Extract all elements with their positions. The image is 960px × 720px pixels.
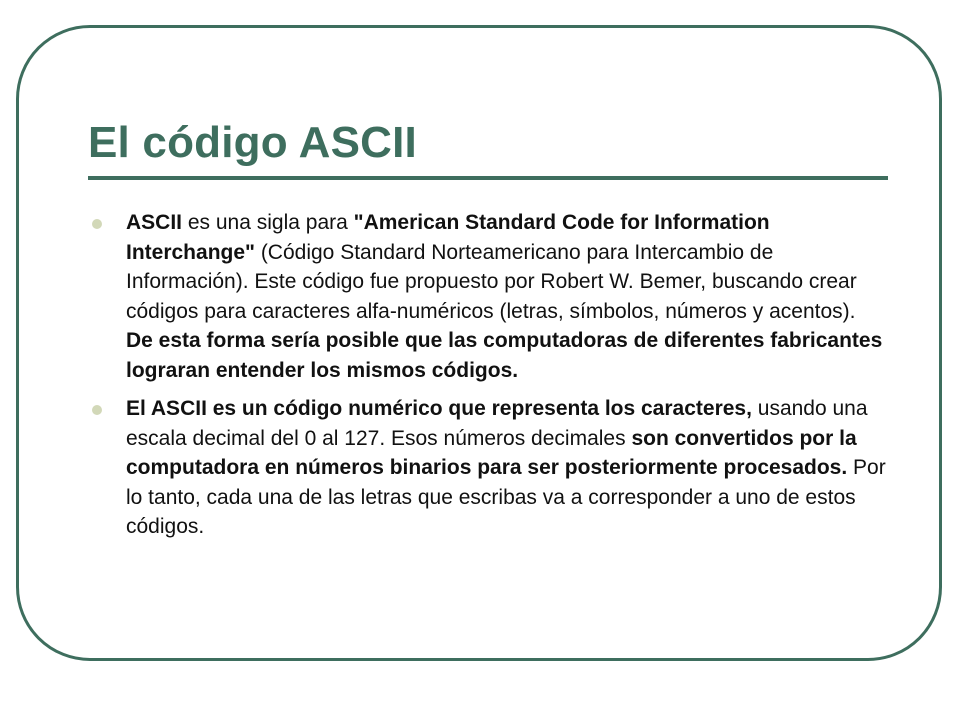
bullet-2-segment-4: Por lo tanto, cada una de las letras que escribas va a corresponder a uno de estos códigos.: [126, 456, 886, 538]
bullet-1-segment-5: De esta forma sería posible que las computadoras de diferentes fabricantes lograran entender los mismos códigos.: [126, 329, 883, 382]
bullet-item-ascii-definition: [88, 208, 888, 385]
bullet-2-segment-3: son convertidos por la computadora en números binarios para ser posteriormente procesados.: [126, 426, 857, 479]
bullet-dot-icon: [92, 405, 102, 415]
bullet-item-ascii-numeric-code: [88, 394, 888, 542]
bullet-1-segment-4: (Código Standard Norteamericano para Intercambio de Información). Este código fue propuesto por Robert W. Bemer, buscando crear códigos para caracteres alfa-numéricos (letras, símbolos, números y acentos).: [126, 240, 857, 323]
bullet-1-segment-3: "American Standard Code for Information Interchange": [126, 211, 770, 264]
bullet-2-segment-1: El ASCII es un código numérico que representa los caracteres,: [126, 397, 752, 420]
bullet-2-segment-2: usando una escala decimal del 0 al 127. Esos números decimales: [126, 397, 868, 450]
bullet-1-segment-2: es una sigla para: [182, 211, 354, 234]
bullet-list: [88, 208, 888, 551]
bullet-1-segment-1: ASCII: [126, 211, 183, 234]
bullet-dot-icon: [92, 219, 102, 229]
slide-title: El código ASCII: [88, 118, 417, 167]
title-underline: [88, 176, 888, 180]
